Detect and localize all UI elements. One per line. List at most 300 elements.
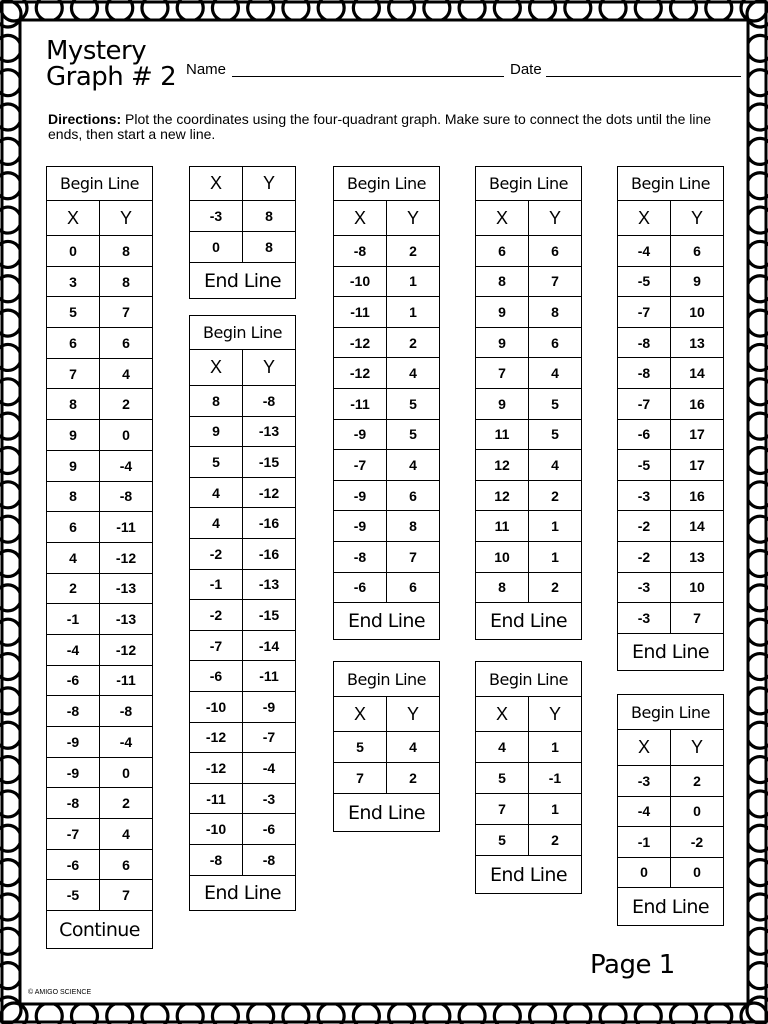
table-row — [47, 634, 153, 665]
coordinate-y: -3 — [243, 783, 296, 814]
coordinate-x: -12 — [334, 327, 387, 358]
coordinate-x: 9 — [476, 297, 529, 328]
coordinate-y: -8 — [100, 481, 153, 512]
coordinate-x: -7 — [618, 297, 671, 328]
coordinate-x: 0 — [618, 857, 671, 888]
coordinate-y: 6 — [671, 236, 724, 267]
table-row — [476, 480, 582, 511]
table-footer: End Line — [618, 633, 724, 670]
table-row — [47, 757, 153, 788]
title-line-1: Mystery — [46, 36, 147, 66]
coordinate-y: 8 — [243, 201, 296, 232]
table-row — [334, 327, 440, 358]
worksheet-title — [46, 38, 176, 90]
column-header-x: X — [476, 697, 529, 732]
coordinate-x: 4 — [47, 542, 100, 573]
table-row — [476, 388, 582, 419]
coordinate-x: 9 — [47, 450, 100, 481]
table-footer: End Line — [334, 794, 440, 832]
coordinate-table-6 — [475, 166, 582, 640]
coordinate-y: 1 — [529, 511, 582, 542]
coordinate-y: 4 — [100, 358, 153, 389]
coordinate-y: -11 — [100, 665, 153, 696]
coordinate-y: 4 — [529, 358, 582, 389]
column-header-x: X — [190, 350, 243, 386]
column-header-x: X — [476, 201, 529, 236]
coordinate-y: 2 — [387, 236, 440, 267]
coordinate-x: -2 — [618, 541, 671, 572]
table-row — [47, 389, 153, 420]
coordinate-y: 4 — [100, 819, 153, 850]
coordinate-y: -1 — [529, 763, 582, 794]
coordinate-y: 6 — [100, 328, 153, 359]
coordinate-y: 10 — [671, 297, 724, 328]
coordinate-x: -8 — [47, 788, 100, 819]
coordinate-y: 4 — [387, 358, 440, 389]
coordinate-x: 12 — [476, 480, 529, 511]
table-footer: End Line — [618, 888, 724, 926]
coordinate-x: -4 — [618, 236, 671, 267]
table-row — [190, 600, 296, 631]
table-row — [47, 819, 153, 850]
coordinate-x: -6 — [47, 665, 100, 696]
coordinate-table-9 — [617, 694, 724, 926]
coordinate-y: 16 — [671, 480, 724, 511]
table-row — [476, 732, 582, 763]
coordinate-table-3 — [189, 315, 296, 911]
coordinate-x: 5 — [190, 447, 243, 478]
coordinate-x: 2 — [47, 573, 100, 604]
coordinate-y: 0 — [100, 757, 153, 788]
coordinate-x: -12 — [334, 358, 387, 389]
table-row — [190, 814, 296, 845]
coordinate-y: 14 — [671, 511, 724, 542]
coordinate-x: -4 — [47, 634, 100, 665]
coordinate-y: -7 — [243, 722, 296, 753]
column-header-y: Y — [100, 201, 153, 236]
coordinate-x: 9 — [476, 327, 529, 358]
table-row — [190, 416, 296, 447]
coordinate-x: -5 — [618, 266, 671, 297]
table-row — [190, 661, 296, 692]
coordinate-x: 4 — [190, 477, 243, 508]
table-row — [334, 511, 440, 542]
coordinate-y: 7 — [529, 266, 582, 297]
coordinate-x: -10 — [334, 266, 387, 297]
coordinate-y: 2 — [387, 327, 440, 358]
table-row — [476, 358, 582, 389]
coordinate-x: -9 — [334, 511, 387, 542]
column-header-x: X — [618, 730, 671, 766]
coordinate-y: 17 — [671, 419, 724, 450]
table-row — [190, 630, 296, 661]
coordinate-y: 8 — [243, 232, 296, 263]
coordinate-x: -9 — [334, 419, 387, 450]
coordinate-x: -11 — [334, 297, 387, 328]
date-label: Date — [510, 61, 542, 78]
coordinate-y: -6 — [243, 814, 296, 845]
coordinate-y: -9 — [243, 691, 296, 722]
table-footer: End Line — [476, 603, 582, 640]
table-row — [334, 419, 440, 450]
table-row — [476, 572, 582, 603]
coordinate-x: 7 — [476, 358, 529, 389]
coordinate-y: 5 — [529, 419, 582, 450]
coordinate-y: 6 — [387, 572, 440, 603]
coordinate-y: -11 — [243, 661, 296, 692]
coordinate-y: -14 — [243, 630, 296, 661]
coordinate-y: 8 — [100, 236, 153, 267]
table-row — [476, 541, 582, 572]
coordinate-y: -2 — [671, 827, 724, 858]
coordinate-x: 5 — [47, 297, 100, 328]
coordinate-x: 6 — [47, 328, 100, 359]
coordinate-x: -3 — [618, 572, 671, 603]
coordinate-y: 0 — [100, 420, 153, 451]
table-row — [190, 232, 296, 263]
table-row — [334, 572, 440, 603]
coordinate-y: 10 — [671, 572, 724, 603]
coordinate-y: 0 — [671, 857, 724, 888]
coordinate-x: -2 — [190, 538, 243, 569]
coordinate-x: -8 — [334, 541, 387, 572]
coordinate-y: 7 — [671, 603, 724, 634]
table-row — [47, 542, 153, 573]
table-header: Begin Line — [476, 662, 582, 697]
table-footer: End Line — [190, 875, 296, 910]
coordinate-x: -8 — [618, 327, 671, 358]
table-header: Begin Line — [618, 167, 724, 201]
coordinate-x: -5 — [47, 880, 100, 911]
coordinate-y: -8 — [243, 386, 296, 417]
table-row — [47, 297, 153, 328]
coordinate-y: 6 — [529, 236, 582, 267]
table-row — [618, 358, 724, 389]
table-row — [618, 603, 724, 634]
table-row — [334, 266, 440, 297]
coordinate-x: 6 — [47, 512, 100, 543]
coordinate-y: 2 — [529, 480, 582, 511]
table-footer: End Line — [334, 603, 440, 640]
coordinate-x: 7 — [334, 763, 387, 794]
coordinate-x: -12 — [190, 722, 243, 753]
coordinate-x: -1 — [47, 604, 100, 635]
coordinate-y: 16 — [671, 388, 724, 419]
coordinate-y: -8 — [100, 696, 153, 727]
column-header-x: X — [47, 201, 100, 236]
table-row — [476, 511, 582, 542]
coordinate-table-8 — [617, 166, 724, 671]
coordinate-x: -9 — [47, 757, 100, 788]
directions — [48, 112, 718, 142]
table-header: Begin Line — [47, 167, 153, 201]
column-header-y: Y — [671, 201, 724, 236]
coordinate-y: 5 — [387, 388, 440, 419]
table-header: Begin Line — [334, 662, 440, 697]
coordinate-x: -6 — [190, 661, 243, 692]
coordinate-y: 13 — [671, 327, 724, 358]
coordinate-table-5 — [333, 661, 440, 832]
coordinate-x: 8 — [190, 386, 243, 417]
table-footer: End Line — [476, 856, 582, 894]
coordinate-x: 3 — [47, 266, 100, 297]
column-header-y: Y — [529, 697, 582, 732]
table-row — [618, 796, 724, 827]
coordinate-y: 2 — [671, 766, 724, 797]
coordinate-x: -1 — [190, 569, 243, 600]
coordinate-x: 4 — [190, 508, 243, 539]
name-field-line[interactable] — [232, 76, 504, 77]
table-row — [476, 327, 582, 358]
table-header: Begin Line — [618, 695, 724, 730]
coordinate-y: 1 — [529, 794, 582, 825]
table-row — [190, 477, 296, 508]
coordinate-y: 2 — [100, 389, 153, 420]
coordinate-y: 4 — [387, 732, 440, 763]
table-row — [190, 508, 296, 539]
coordinate-y: 7 — [100, 297, 153, 328]
table-row — [618, 327, 724, 358]
table-header: Begin Line — [334, 167, 440, 201]
table-row — [618, 388, 724, 419]
directions-text: Plot the coordinates using the four-quadrant graph. Make sure to connect the dots until the line ends, then start a new line. — [48, 111, 712, 142]
column-header-y: Y — [387, 201, 440, 236]
coordinate-y: -4 — [100, 450, 153, 481]
table-header: Begin Line — [190, 316, 296, 350]
column-header-y: Y — [671, 730, 724, 766]
coordinate-y: -13 — [100, 604, 153, 635]
coordinate-x: -6 — [618, 419, 671, 450]
directions-label: Directions: — [48, 111, 122, 127]
coordinate-y: -16 — [243, 508, 296, 539]
coordinate-x: -4 — [618, 796, 671, 827]
coordinate-x: -11 — [334, 388, 387, 419]
table-row — [190, 783, 296, 814]
coordinate-x: -8 — [618, 358, 671, 389]
table-row — [47, 512, 153, 543]
coordinate-table-2 — [189, 166, 296, 299]
column-header-y: Y — [529, 201, 582, 236]
coordinate-y: 2 — [529, 572, 582, 603]
name-label: Name — [186, 61, 227, 78]
coordinate-x: -3 — [190, 201, 243, 232]
table-row — [47, 604, 153, 635]
coordinate-y: -4 — [243, 753, 296, 784]
coordinate-x: -8 — [334, 236, 387, 267]
column-header-x: X — [190, 167, 243, 201]
table-row — [334, 450, 440, 481]
coordinate-y: -4 — [100, 727, 153, 758]
table-row — [47, 420, 153, 451]
coordinate-y: 8 — [529, 297, 582, 328]
coordinate-x: 5 — [476, 763, 529, 794]
column-header-x: X — [334, 697, 387, 732]
coordinate-x: -1 — [618, 827, 671, 858]
coordinate-y: 9 — [671, 266, 724, 297]
table-row — [190, 569, 296, 600]
coordinate-x: 10 — [476, 541, 529, 572]
table-row — [334, 541, 440, 572]
coordinate-y: 6 — [100, 849, 153, 880]
table-row — [476, 419, 582, 450]
table-row — [618, 450, 724, 481]
coordinate-y: -12 — [100, 542, 153, 573]
coordinate-x: 11 — [476, 419, 529, 450]
table-row — [47, 849, 153, 880]
table-row — [334, 480, 440, 511]
coordinate-y: -12 — [100, 634, 153, 665]
coordinate-y: 8 — [387, 511, 440, 542]
coordinate-y: 2 — [529, 825, 582, 856]
table-row — [476, 763, 582, 794]
coordinate-y: 1 — [529, 732, 582, 763]
coordinate-x: -9 — [47, 727, 100, 758]
table-row — [47, 481, 153, 512]
coordinate-y: 1 — [387, 266, 440, 297]
coordinate-x: 7 — [476, 794, 529, 825]
column-header-x: X — [334, 201, 387, 236]
coordinate-x: 5 — [334, 732, 387, 763]
table-row — [334, 732, 440, 763]
coordinate-y: -12 — [243, 477, 296, 508]
table-row — [618, 266, 724, 297]
date-field-line[interactable] — [546, 76, 741, 77]
coordinate-y: 8 — [100, 266, 153, 297]
coordinate-y: -13 — [243, 569, 296, 600]
coordinate-x: 8 — [476, 572, 529, 603]
column-header-y: Y — [243, 350, 296, 386]
coordinate-x: -10 — [190, 814, 243, 845]
table-row — [618, 511, 724, 542]
table-row — [476, 450, 582, 481]
table-row — [47, 450, 153, 481]
coordinate-y: 17 — [671, 450, 724, 481]
coordinate-x: -8 — [190, 844, 243, 875]
coordinate-x: -12 — [190, 753, 243, 784]
coordinate-x: -2 — [190, 600, 243, 631]
table-row — [190, 753, 296, 784]
copyright-notice: © AMIGO SCIENCE — [28, 989, 92, 996]
table-footer: End Line — [190, 263, 296, 299]
coordinate-y: -15 — [243, 447, 296, 478]
table-footer: Continue — [47, 911, 153, 949]
coordinate-y: 1 — [387, 297, 440, 328]
coordinate-table-4 — [333, 166, 440, 640]
coordinate-x: 8 — [47, 481, 100, 512]
table-row — [334, 763, 440, 794]
coordinate-x: 12 — [476, 450, 529, 481]
table-row — [618, 857, 724, 888]
table-row — [476, 297, 582, 328]
table-row — [190, 844, 296, 875]
coordinate-y: 4 — [529, 450, 582, 481]
coordinate-y: 14 — [671, 358, 724, 389]
table-header: Begin Line — [476, 167, 582, 201]
coordinate-x: 6 — [476, 236, 529, 267]
coordinate-x: 9 — [476, 388, 529, 419]
table-row — [334, 388, 440, 419]
coordinate-x: 4 — [476, 732, 529, 763]
coordinate-x: 0 — [47, 236, 100, 267]
coordinate-x: -10 — [190, 691, 243, 722]
coordinate-y: -13 — [243, 416, 296, 447]
coordinate-x: 8 — [47, 389, 100, 420]
coordinate-x: -3 — [618, 603, 671, 634]
coordinate-y: 2 — [100, 788, 153, 819]
table-row — [47, 328, 153, 359]
table-row — [476, 266, 582, 297]
table-row — [334, 236, 440, 267]
table-row — [47, 665, 153, 696]
table-row — [618, 236, 724, 267]
table-row — [476, 794, 582, 825]
table-row — [47, 696, 153, 727]
coordinate-x: -8 — [47, 696, 100, 727]
page-number: Page 1 — [590, 950, 675, 980]
table-row — [618, 572, 724, 603]
coordinate-x: 0 — [190, 232, 243, 263]
title-line-2: Graph # 2 — [46, 62, 177, 92]
coordinate-x: -7 — [190, 630, 243, 661]
coordinate-x: -7 — [618, 388, 671, 419]
coordinate-y: -15 — [243, 600, 296, 631]
coordinate-x: -9 — [334, 480, 387, 511]
table-row — [47, 573, 153, 604]
table-row — [190, 386, 296, 417]
coordinate-y: -16 — [243, 538, 296, 569]
coordinate-x: -5 — [618, 450, 671, 481]
table-row — [47, 727, 153, 758]
coordinate-x: 8 — [476, 266, 529, 297]
coordinate-x: -7 — [334, 450, 387, 481]
coordinate-x: 7 — [47, 358, 100, 389]
table-row — [618, 480, 724, 511]
coordinate-x: -2 — [618, 511, 671, 542]
table-row — [190, 722, 296, 753]
coordinate-y: 6 — [529, 327, 582, 358]
table-row — [334, 297, 440, 328]
coordinate-x: 11 — [476, 511, 529, 542]
coordinate-y: 2 — [387, 763, 440, 794]
coordinate-y: 5 — [529, 388, 582, 419]
table-row — [190, 538, 296, 569]
table-row — [47, 788, 153, 819]
table-row — [618, 827, 724, 858]
coordinate-y: -13 — [100, 573, 153, 604]
coordinate-y: 13 — [671, 541, 724, 572]
coordinate-y: 4 — [387, 450, 440, 481]
table-row — [618, 541, 724, 572]
table-row — [47, 236, 153, 267]
coordinate-y: 0 — [671, 796, 724, 827]
coordinate-x: 9 — [190, 416, 243, 447]
coordinate-table-1 — [46, 166, 153, 949]
coordinate-y: 7 — [100, 880, 153, 911]
table-row — [618, 766, 724, 797]
column-header-x: X — [618, 201, 671, 236]
coordinate-y: 5 — [387, 419, 440, 450]
coordinate-x: -6 — [47, 849, 100, 880]
coordinate-x: 5 — [476, 825, 529, 856]
coordinate-y: -8 — [243, 844, 296, 875]
column-header-y: Y — [243, 167, 296, 201]
table-row — [476, 825, 582, 856]
table-row — [190, 201, 296, 232]
table-row — [190, 447, 296, 478]
table-row — [618, 297, 724, 328]
coordinate-y: 1 — [529, 541, 582, 572]
table-row — [47, 880, 153, 911]
